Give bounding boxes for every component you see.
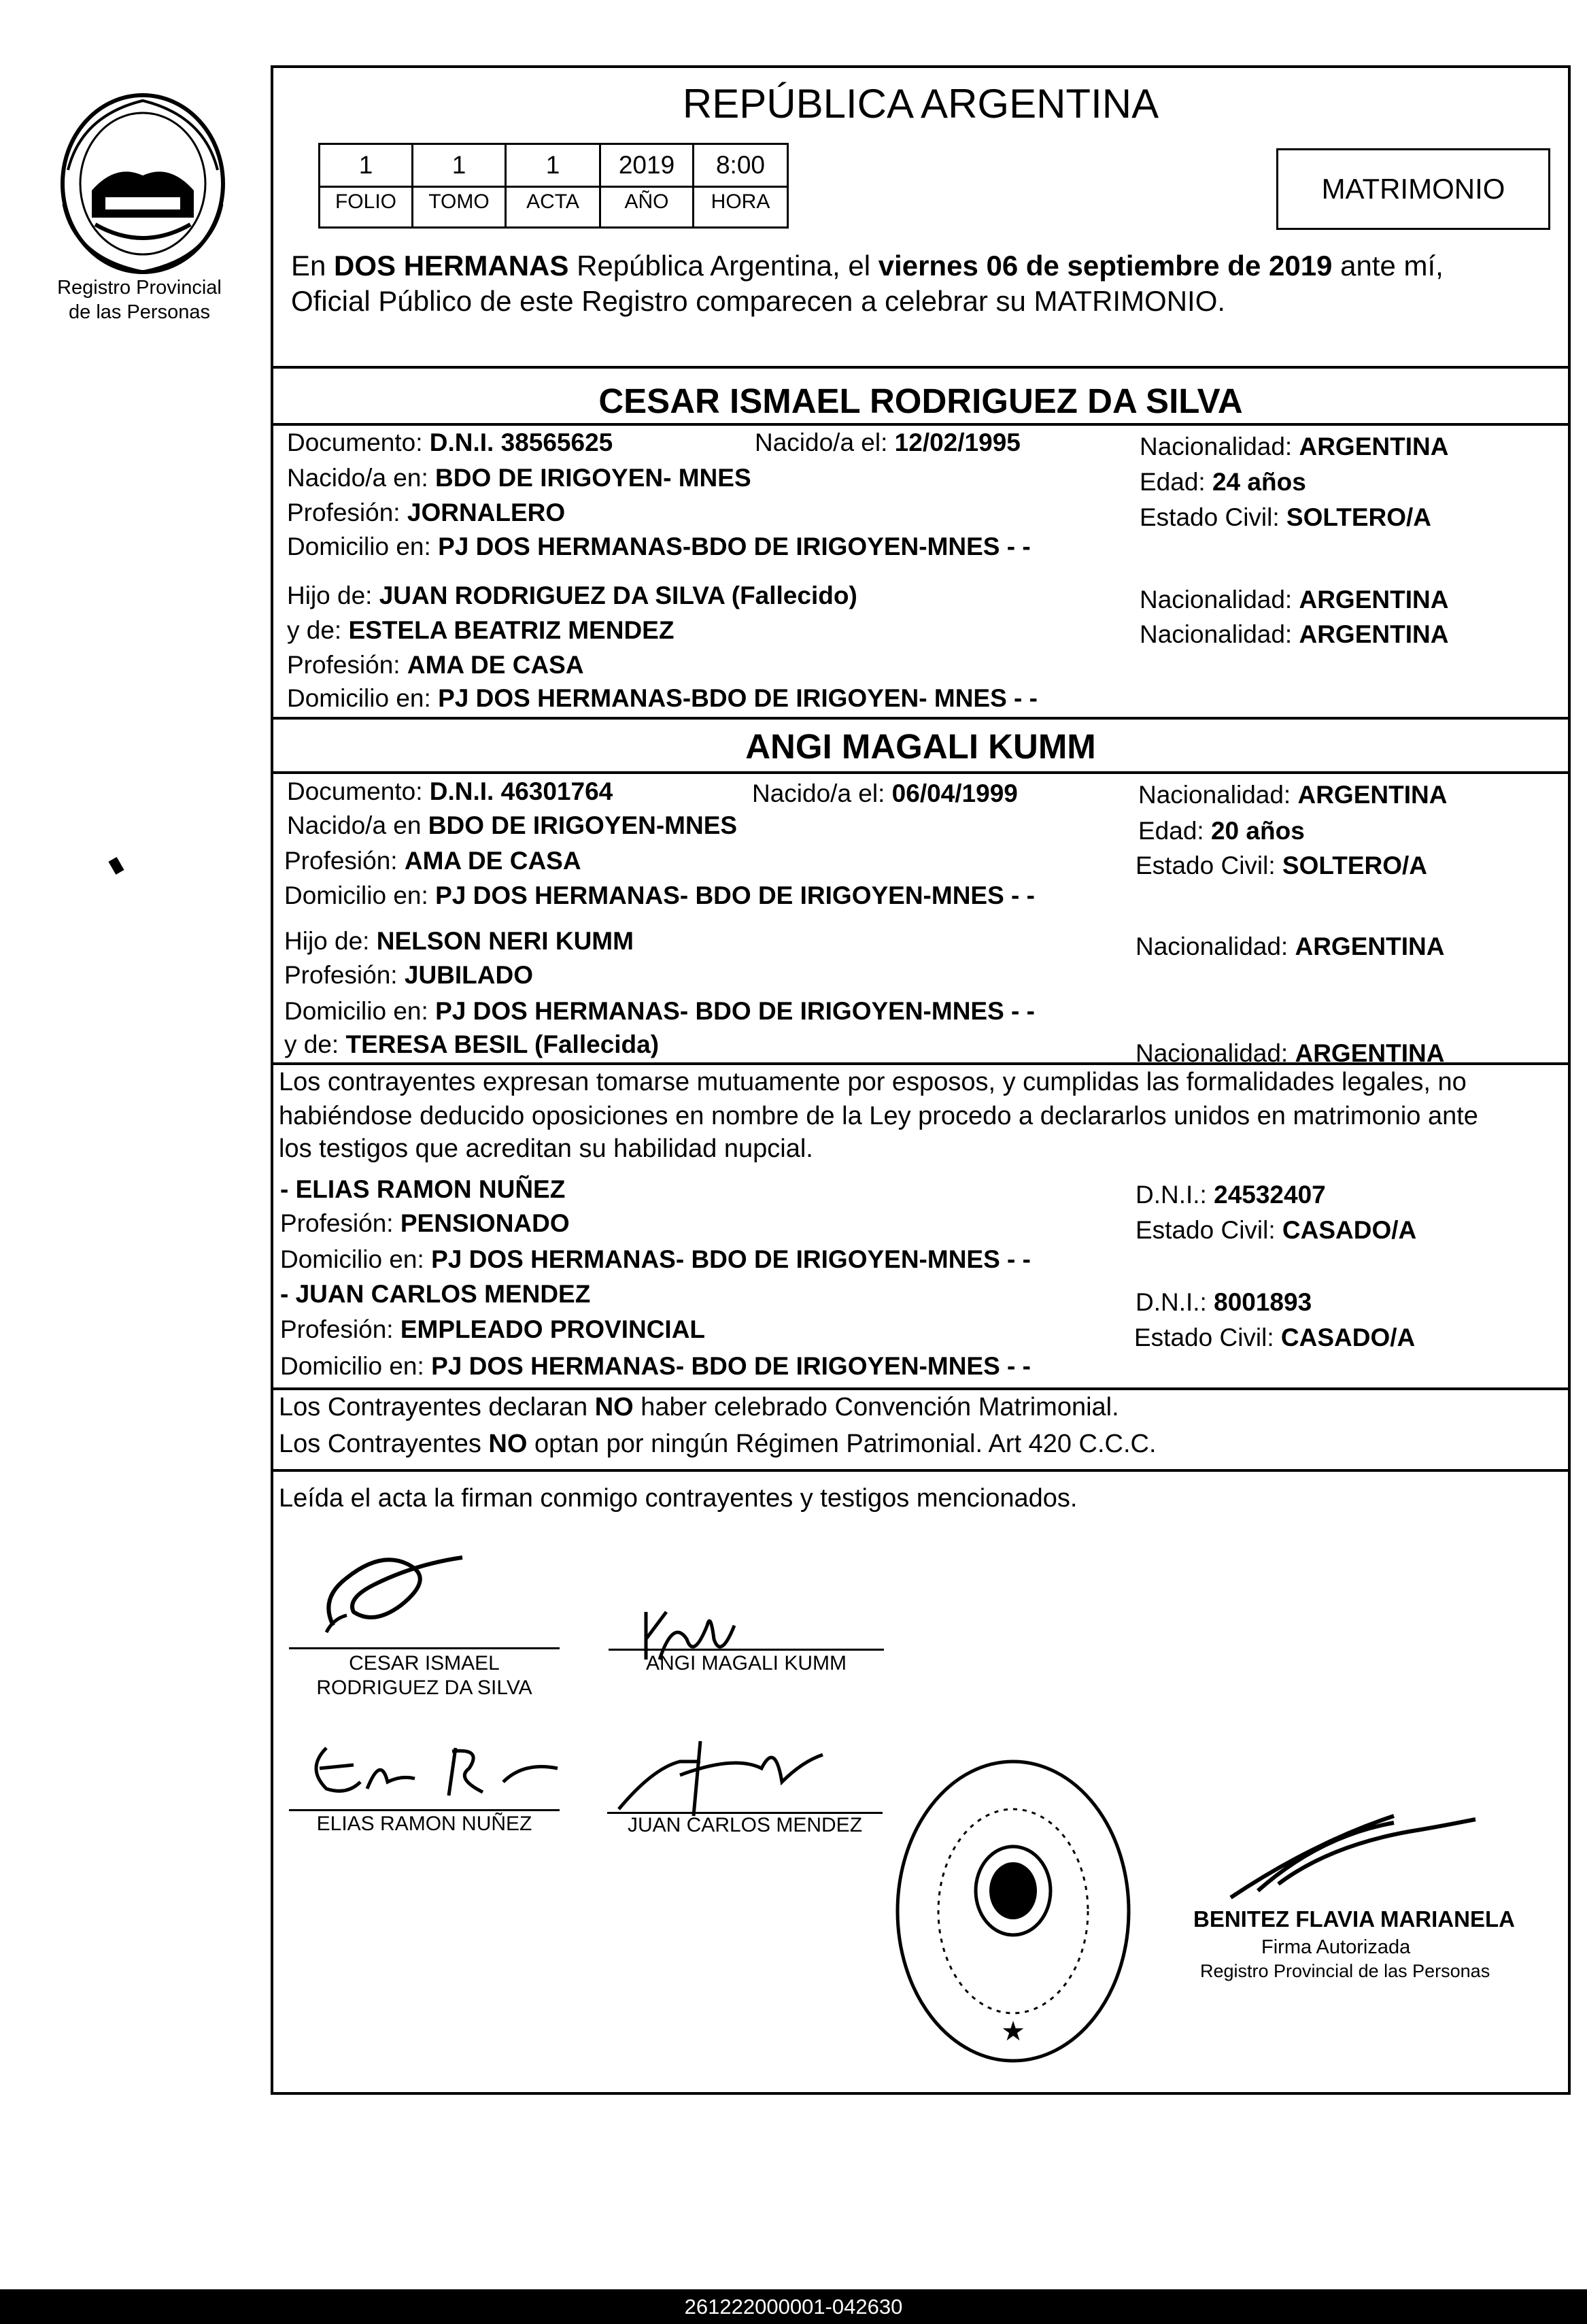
official-signature: [1217, 1796, 1503, 1915]
signature-caption-juan: JUAN CARLOS MENDEZ: [627, 1814, 863, 1836]
signature-line: [609, 1649, 884, 1651]
spouse2-mother: y de: TERESA BESIL (Fallecida): [284, 1030, 660, 1058]
signature-caption-elias: ELIAS RAMON NUÑEZ: [316, 1813, 532, 1835]
spouse1-parent-profession: Profesión: AMA DE CASA: [287, 651, 584, 679]
spouse2-civil-status: Estado Civil: SOLTERO/A: [1136, 852, 1428, 879]
intro-line-1: En DOS HERMANAS República Argentina, el viernes 06 de septiembre de 2019 ante mí,: [291, 250, 1444, 282]
declaration-line-2: habiéndose deducido oposiciones en nombre de la Ley procedo a declararlos unidos en matrimonio ante: [279, 1102, 1478, 1130]
witness2-address: Domicilio en: PJ DOS HERMANAS- BDO DE IRIGOYEN-MNES - -: [280, 1352, 1031, 1380]
acta-cell: 1 ACTA: [505, 143, 601, 229]
year-cell: 2019 AÑO: [599, 143, 694, 229]
spouse2-mother-nationality: Nacionalidad: ARGENTINA: [1136, 1039, 1445, 1067]
intro-place: DOS HERMANAS: [334, 250, 569, 282]
spouse2-parent-address: Domicilio en: PJ DOS HERMANAS- BDO DE IRIGOYEN-MNES - -: [284, 997, 1035, 1025]
footer-code-bar: [0, 2289, 1587, 2324]
official-seal: [891, 1755, 1136, 2068]
official-name: BENITEZ FLAVIA MARIANELA: [1193, 1906, 1515, 1932]
signature-line: [289, 1809, 560, 1811]
spouse1-mother-nationality: Nacionalidad: ARGENTINA: [1140, 620, 1449, 648]
logo-caption-line1: Registro Provincial: [57, 277, 222, 299]
official-org: Registro Provincial de las Personas: [1200, 1961, 1490, 1981]
spouse2-age: Edad: 20 años: [1138, 817, 1305, 845]
spouse2-address: Domicilio en: PJ DOS HERMANAS- BDO DE IRIGOYEN-MNES - -: [284, 881, 1035, 909]
spouse2-birthplace: Nacido/a en BDO DE IRIGOYEN-MNES: [287, 811, 738, 839]
signature-line: [289, 1647, 560, 1649]
intro-date: viernes 06 de septiembre de 2019: [878, 250, 1333, 282]
spouse1-age: Edad: 24 años: [1140, 468, 1306, 496]
witness1-profession: Profesión: PENSIONADO: [280, 1209, 570, 1237]
hour-cell: 8:00 HORA: [692, 143, 789, 229]
spouse2-document: Documento: D.N.I. 46301764: [287, 777, 613, 805]
spouse1-nationality: Nacionalidad: ARGENTINA: [1140, 433, 1449, 460]
footer-code: 261222000001-042630: [684, 2295, 903, 2319]
witness2-dni: D.N.I.: 8001893: [1136, 1288, 1312, 1316]
document-type-label: MATRIMONIO: [1321, 173, 1505, 205]
witness2-civil-status: Estado Civil: CASADO/A: [1134, 1324, 1416, 1351]
witness1-civil-status: Estado Civil: CASADO/A: [1136, 1216, 1417, 1244]
scan-speck: [108, 857, 124, 875]
spouse2-father: Hijo de: NELSON NERI KUMM: [284, 927, 634, 955]
spouse1-father-nationality: Nacionalidad: ARGENTINA: [1140, 586, 1449, 613]
divider: [271, 366, 1571, 369]
document-type-box: [1276, 148, 1550, 230]
spouse1-father: Hijo de: JUAN RODRIGUEZ DA SILVA (Fallecido): [287, 582, 857, 609]
spouse1-mother: y de: ESTELA BEATRIZ MENDEZ: [287, 616, 675, 644]
witness1-dni: D.N.I.: 24532407: [1136, 1181, 1326, 1209]
signature-elias: [299, 1728, 571, 1813]
spouse1-civil-status: Estado Civil: SOLTERO/A: [1140, 503, 1432, 531]
intro-line-2: Oficial Público de este Registro comparecen a celebrar su MATRIMONIO.: [291, 285, 1226, 317]
spouse1-name: CESAR ISMAEL RODRIGUEZ DA SILVA: [598, 382, 1243, 420]
spouse2-birthdate: Nacido/a el: 06/04/1999: [752, 779, 1018, 807]
logo-caption: [27, 275, 252, 324]
page-title: REPÚBLICA ARGENTINA: [682, 81, 1159, 127]
spouse1-birthdate: Nacido/a el: 12/02/1995: [755, 428, 1021, 456]
divider: [271, 1387, 1571, 1390]
closing-statement: Leída el acta la firman conmigo contrayentes y testigos mencionados.: [279, 1484, 1078, 1513]
signature-caption-angi: ANGI MAGALI KUMM: [645, 1652, 847, 1674]
spouse1-profession: Profesión: JORNALERO: [287, 499, 566, 526]
tomo-cell: 1 TOMO: [411, 143, 507, 229]
spouse2-father-nationality: Nacionalidad: ARGENTINA: [1136, 932, 1445, 960]
official-role: Firma Autorizada: [1261, 1936, 1411, 1958]
spouse1-address: Domicilio en: PJ DOS HERMANAS-BDO DE IRIGOYEN-MNES - -: [287, 533, 1031, 560]
svg-text:★: ★: [1001, 2016, 1025, 2047]
spouse2-profession: Profesión: AMA DE CASA: [284, 847, 581, 875]
witness1-address: Domicilio en: PJ DOS HERMANAS- BDO DE IRIGOYEN-MNES - -: [280, 1245, 1031, 1273]
convention-line-1: Los Contrayentes declaran NO haber celebrado Convención Matrimonial.: [279, 1393, 1119, 1421]
divider: [271, 771, 1571, 774]
province-logo: [54, 88, 231, 279]
convention-line-2: Los Contrayentes NO optan por ningún Régimen Patrimonial. Art 420 C.C.C.: [279, 1430, 1157, 1458]
spouse2-name: ANGI MAGALI KUMM: [745, 727, 1096, 766]
spouse1-birthplace: Nacido/a en: BDO DE IRIGOYEN- MNES: [287, 464, 751, 492]
declaration-line-3: los testigos que acreditan su habilidad nupcial.: [279, 1134, 813, 1163]
divider: [271, 717, 1571, 720]
spouse1-document: Documento: D.N.I. 38565625: [287, 428, 613, 456]
witness2-profession: Profesión: EMPLEADO PROVINCIAL: [280, 1315, 706, 1343]
signature-cesar: [306, 1537, 483, 1649]
witness2-name: - JUAN CARLOS MENDEZ: [280, 1280, 591, 1308]
divider: [271, 1469, 1571, 1472]
divider: [271, 423, 1571, 426]
spouse1-parent-address: Domicilio en: PJ DOS HERMANAS-BDO DE IRIGOYEN- MNES - -: [287, 684, 1038, 712]
divider: [271, 1062, 1571, 1065]
folio-cell: 1 FOLIO: [318, 143, 413, 229]
spouse2-nationality: Nacionalidad: ARGENTINA: [1138, 781, 1448, 809]
spouse2-parent-profession: Profesión: JUBILADO: [284, 961, 533, 989]
witness1-name: - ELIAS RAMON NUÑEZ: [280, 1175, 566, 1203]
logo-caption-line2: de las Personas: [69, 301, 210, 323]
declaration-line-1: Los contrayentes expresan tomarse mutuamente por esposos, y cumplidas las formalidades legales, no: [279, 1068, 1467, 1096]
signature-caption-cesar: CESAR ISMAEL RODRIGUEZ DA SILVA: [316, 1652, 532, 1699]
